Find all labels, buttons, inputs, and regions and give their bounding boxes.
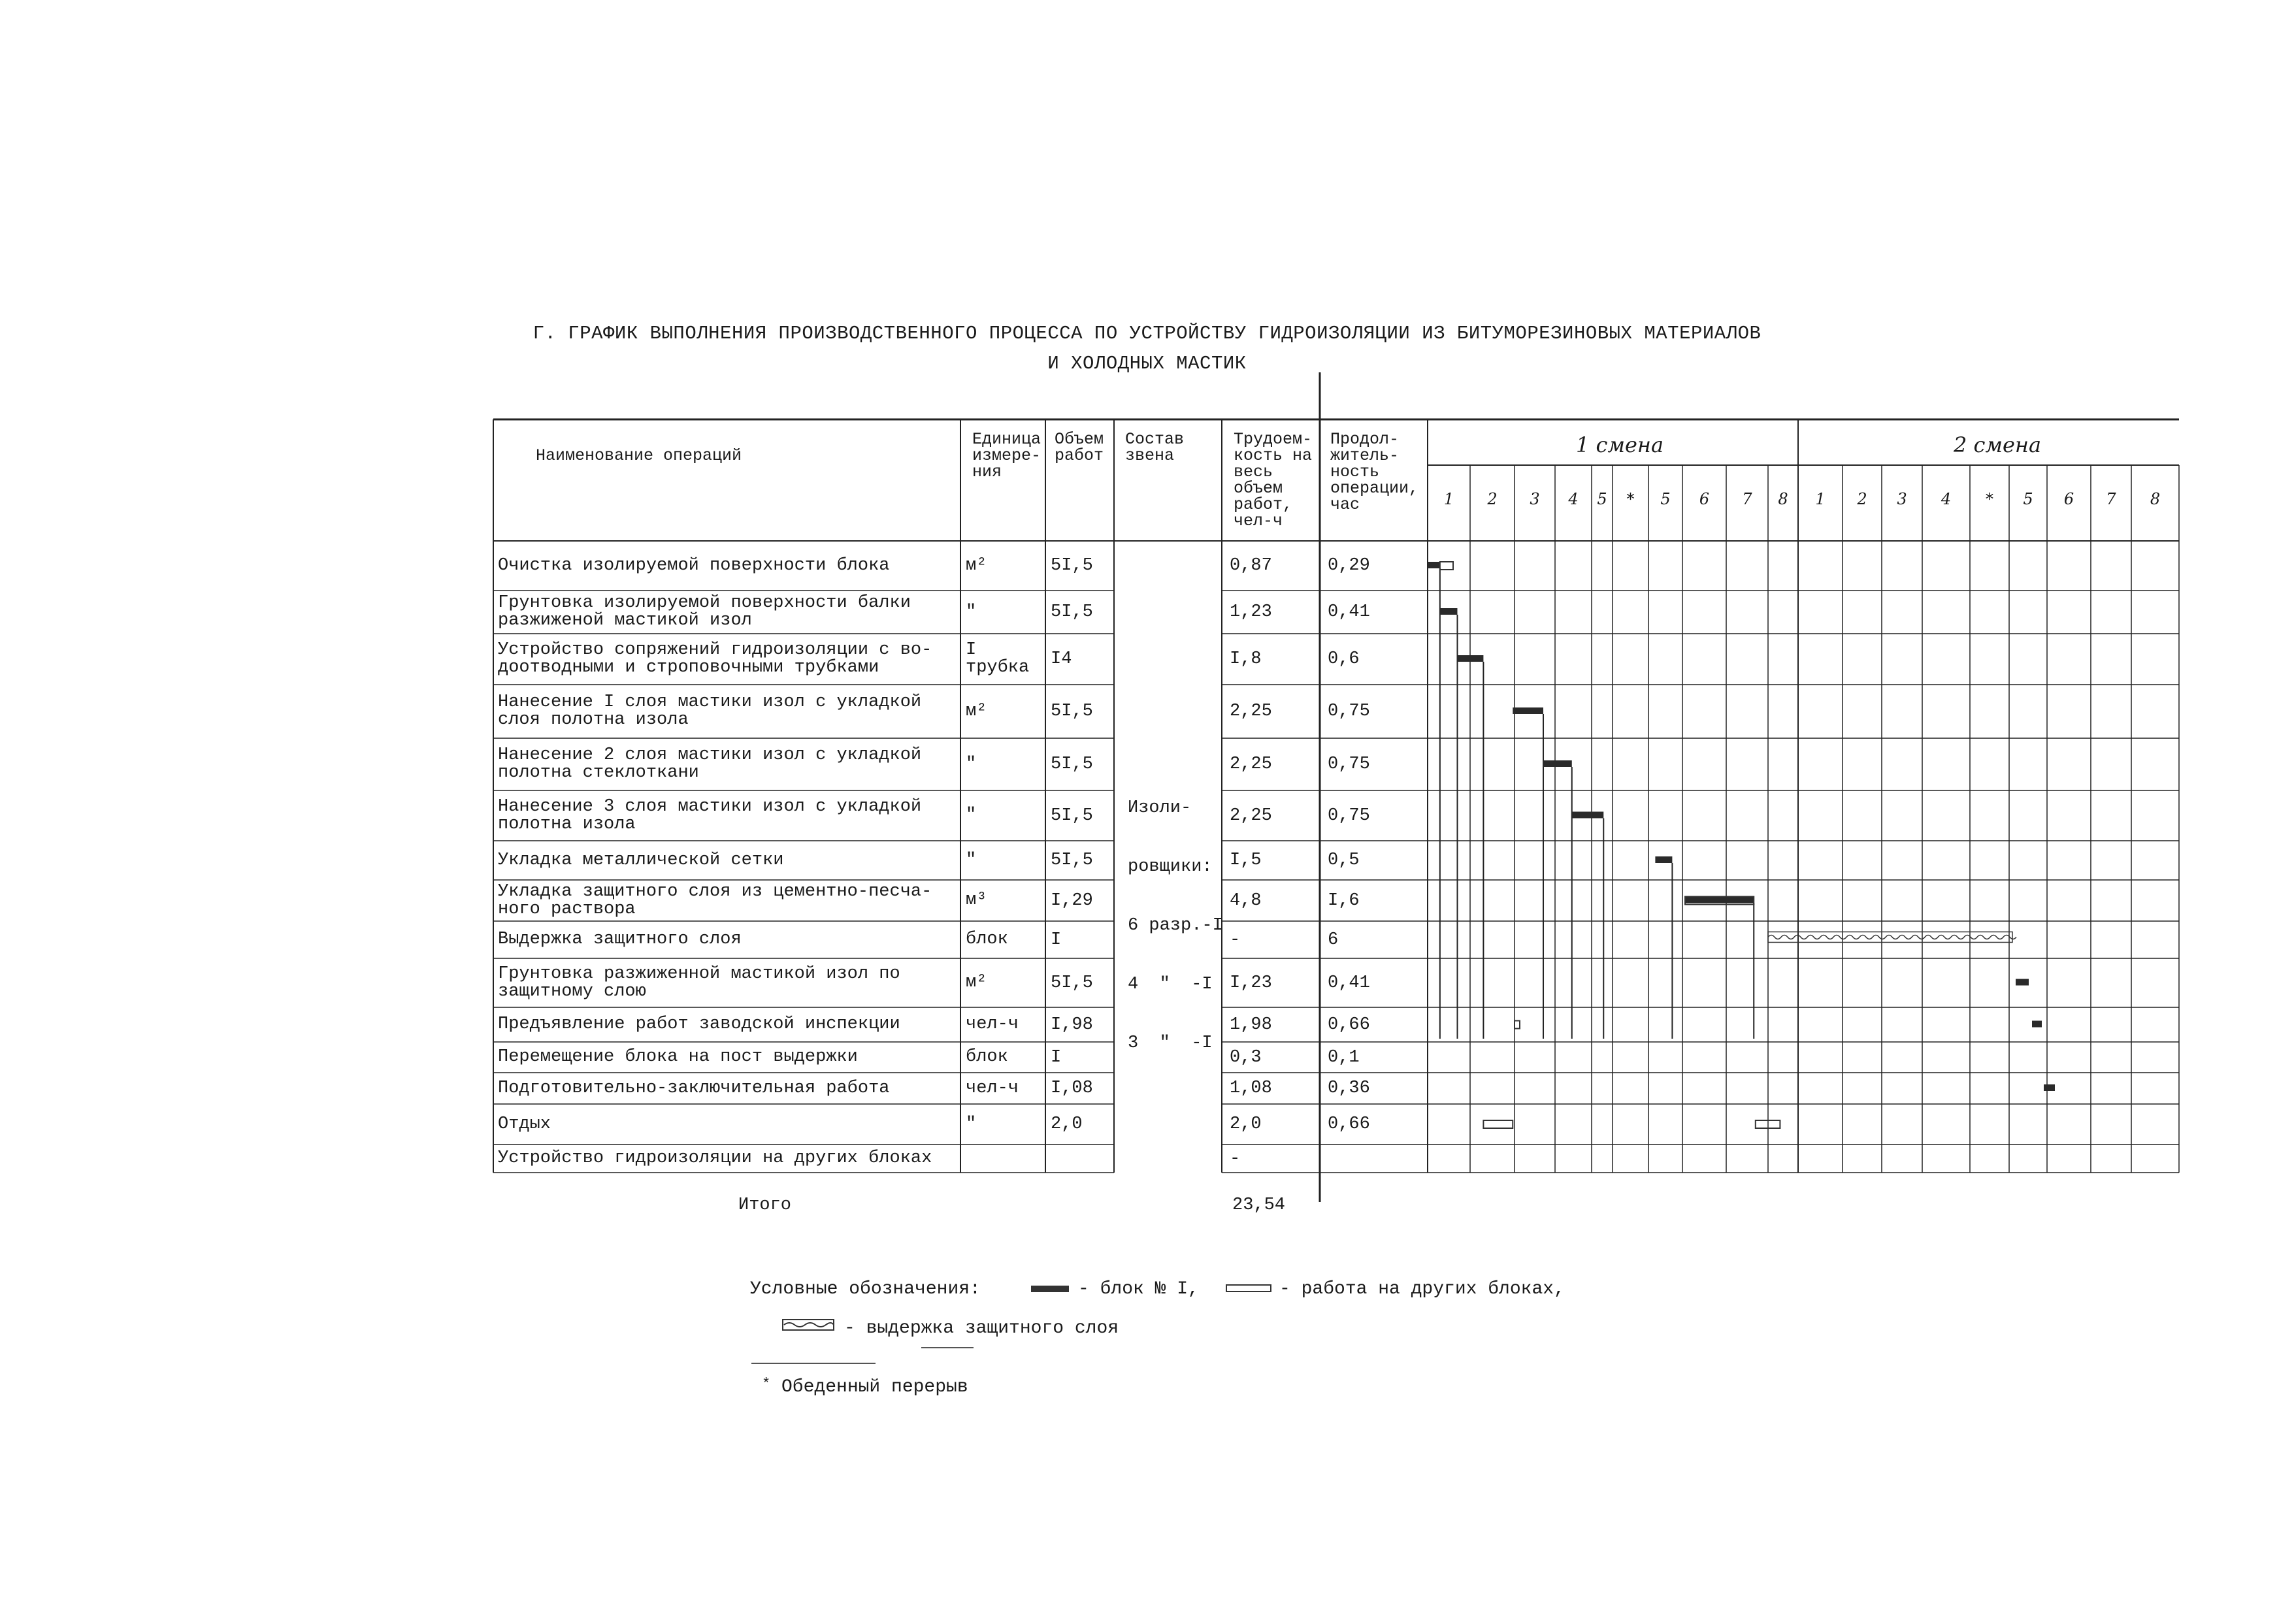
operation-labor: 1,23 <box>1230 602 1272 622</box>
hour-label-shift2: 8 <box>2150 490 2161 508</box>
operation-labor: 2,25 <box>1230 702 1272 721</box>
block1-bar-shift2 <box>2044 1084 2055 1091</box>
block1-bar <box>1458 655 1484 662</box>
operation-unit: " <box>966 1114 977 1134</box>
block1-bar <box>1543 760 1572 767</box>
operation-unit: " <box>966 850 977 870</box>
operation-volume: 5I,5 <box>1051 755 1093 774</box>
operation-name: Грунтовка изолируемой поверхности балки разжиженой мастикой изол <box>498 593 911 630</box>
operation-labor: 2,0 <box>1230 1114 1262 1134</box>
operation-volume: I,98 <box>1051 1015 1093 1035</box>
title-line-2: И ХОЛОДНЫХ МАСТИК <box>1047 353 1247 374</box>
operation-name: Нанесение I слоя мастики изол с укладкой слоя полотна изола <box>498 692 922 730</box>
header-volume: Объем работ <box>1055 430 1104 465</box>
operation-volume: I,08 <box>1051 1079 1093 1098</box>
block1-bar <box>1572 812 1604 819</box>
operation-name: Устройство гидроизоляции на других блоках <box>498 1148 932 1168</box>
operation-unit: м² <box>966 701 987 721</box>
hour-label-shift1: 5 <box>1597 490 1607 508</box>
block1-bar <box>1440 608 1458 615</box>
operation-duration: 0,66 <box>1328 1015 1370 1035</box>
operation-unit: " <box>966 602 977 622</box>
footnote-text: Обеденный перерыв <box>781 1377 968 1397</box>
header-duration: Продол- житель- ность операции, час <box>1330 430 1419 514</box>
hour-label-shift2: 7 <box>2106 490 2116 508</box>
legend-block1-swatch <box>1031 1286 1069 1292</box>
operation-name: Нанесение 3 слоя мастики изол с укладкой полотна изола <box>498 796 922 834</box>
operation-name: Нанесение 2 слоя мастики изол с укладкой полотна стеклоткани <box>498 745 922 783</box>
crew-line-5: 3 " -I <box>1128 1033 1213 1053</box>
legend-underline-b <box>751 1363 876 1364</box>
operation-name: Отдых <box>498 1114 551 1134</box>
legend-underline-a <box>921 1347 974 1348</box>
operation-duration: 0,1 <box>1328 1047 1360 1067</box>
operation-unit: блок <box>966 930 1008 949</box>
operation-duration: 0,5 <box>1328 851 1360 870</box>
operation-unit: м³ <box>966 890 987 910</box>
hour-label-shift2: 3 <box>1897 490 1907 508</box>
operation-labor: 2,25 <box>1230 805 1272 826</box>
header-unit: Единица измере- ния <box>972 430 1041 481</box>
header-operation: Наименование операций <box>536 446 742 465</box>
operation-unit: чел-ч <box>966 1015 1019 1034</box>
crew-line-1: Изоли- <box>1128 798 1192 818</box>
operation-labor: - <box>1230 1148 1241 1169</box>
operation-unit: чел-ч <box>966 1078 1019 1098</box>
operation-name: Предъявление работ заводской инспекции <box>498 1015 900 1034</box>
hour-label-shift2: 1 <box>1815 490 1826 508</box>
operation-unit: м² <box>966 973 987 992</box>
operation-name: Очистка изолируемой поверхности блока <box>498 555 890 576</box>
operation-labor: 0,3 <box>1230 1047 1262 1067</box>
hour-label-shift1: 4 <box>1568 490 1579 508</box>
hour-label-shift1: 8 <box>1778 490 1788 508</box>
block1-bar-shift2 <box>2032 1021 2042 1028</box>
operation-labor: 2,25 <box>1230 755 1272 774</box>
operation-name: Укладка защитного слоя из цементно-песча- ного раствора <box>498 881 932 919</box>
operation-labor: I,8 <box>1230 649 1262 669</box>
other-block-bar <box>1440 562 1453 570</box>
crew-line-4: 4 " -I <box>1128 975 1213 994</box>
operation-labor: I,5 <box>1230 851 1262 870</box>
operation-name: Подготовительно-заключительная работа <box>498 1078 890 1098</box>
header-labor: Трудоем- кость на весь объем работ, чел-ч <box>1234 430 1313 530</box>
operation-volume: 5I,5 <box>1051 556 1093 576</box>
operation-volume: 5I,5 <box>1051 702 1093 721</box>
hour-label-shift1: 7 <box>1742 490 1752 508</box>
operation-volume: 5I,5 <box>1051 602 1093 622</box>
operation-volume: 5I,5 <box>1051 973 1093 993</box>
operation-duration: 0,41 <box>1328 973 1370 993</box>
crew-line-2: ровщики: <box>1128 857 1213 877</box>
other-block-bar <box>1515 1021 1520 1029</box>
operation-volume: 5I,5 <box>1051 805 1093 826</box>
operation-unit: I трубка <box>966 640 1030 677</box>
hour-label-shift2: * <box>1986 490 1993 508</box>
legend-label: Условные обозначения: <box>750 1279 981 1299</box>
operation-name: Укладка металлической сетки <box>498 850 784 870</box>
title-line-1: Г. ГРАФИК ВЫПОЛНЕНИЯ ПРОИЗВОДСТВЕННОГО ПРОЦЕССА ПО УСТРОЙСТВУ ГИДРОИЗОЛЯЦИИ ИЗ БИТУМОРЕЗИНОВЫХ МАТЕРИАЛОВ <box>533 323 1761 344</box>
hour-label-shift2: 5 <box>2023 490 2033 508</box>
crew-cell <box>1128 759 1223 1073</box>
legend-other-swatch <box>1226 1284 1271 1292</box>
operation-labor: 4,8 <box>1230 890 1262 911</box>
block1-bar <box>1655 856 1672 863</box>
operation-unit: " <box>966 754 977 774</box>
operation-duration: 0,75 <box>1328 755 1370 774</box>
crew-line-3: 6 разр.-I <box>1128 916 1223 935</box>
legend-other-blocks: - работа на других блоках, <box>1279 1279 1565 1299</box>
hour-label-shift2: 4 <box>1941 490 1952 508</box>
operation-duration: 0,29 <box>1328 556 1370 576</box>
hour-label-shift1: * <box>1626 490 1635 508</box>
operation-unit: м² <box>966 555 987 576</box>
hour-label-shift2: 2 <box>1857 490 1867 508</box>
block1-bar-shift2 <box>2016 979 2029 986</box>
legend-curing: - выдержка защитного слоя <box>844 1318 1119 1339</box>
operation-name: Грунтовка разжиженной мастикой изол по защитному слою <box>498 964 900 1001</box>
operation-labor: 1,98 <box>1230 1015 1272 1035</box>
operation-volume: 5I,5 <box>1051 851 1093 870</box>
total-label: Итого <box>738 1195 792 1215</box>
hour-label-shift1: 5 <box>1660 490 1671 508</box>
footnote-mark: * <box>762 1376 771 1392</box>
operation-duration: 0,66 <box>1328 1114 1370 1134</box>
operation-duration: 0,75 <box>1328 805 1370 826</box>
block1-bar <box>1513 707 1543 714</box>
operation-name: Устройство сопряжений гидроизоляции с во- доотводными и строповочными трубками <box>498 640 932 677</box>
operation-volume: I <box>1051 1047 1062 1067</box>
operation-duration: 6 <box>1328 930 1339 950</box>
operation-unit: " <box>966 805 977 825</box>
header-shift-2: 2 смена <box>1954 432 2042 457</box>
hour-label-shift1: 1 <box>1443 490 1454 508</box>
header-crew: Состав звена <box>1125 430 1185 465</box>
legend-block1: - блок № I, <box>1078 1279 1199 1299</box>
hour-label-shift1: 3 <box>1530 490 1540 508</box>
operation-duration: 0,41 <box>1328 602 1370 622</box>
operation-labor: I,23 <box>1230 973 1272 993</box>
operation-labor: 0,87 <box>1230 556 1272 576</box>
operation-duration: 0,36 <box>1328 1079 1370 1098</box>
header-shift-1: 1 смена <box>1576 432 1664 457</box>
hour-label-shift2: 6 <box>2063 490 2074 508</box>
block1-bar <box>1685 897 1754 903</box>
hour-label-shift1: 2 <box>1487 490 1498 508</box>
operation-volume: I4 <box>1051 649 1072 669</box>
operation-duration: 0,75 <box>1328 702 1370 721</box>
operation-name: Перемещение блока на пост выдержки <box>498 1047 858 1067</box>
operation-unit: блок <box>966 1047 1008 1067</box>
operation-name: Выдержка защитного слоя <box>498 930 742 949</box>
operation-duration: I,6 <box>1328 890 1360 911</box>
block1-bar <box>1428 562 1440 568</box>
other-block-bar <box>1483 1120 1513 1128</box>
total-value: 23,54 <box>1232 1195 1286 1215</box>
operation-duration: 0,6 <box>1328 649 1360 669</box>
hour-label-shift1: 6 <box>1699 490 1710 508</box>
operation-labor: 1,08 <box>1230 1079 1272 1098</box>
operation-volume: I,29 <box>1051 890 1093 911</box>
operation-volume: 2,0 <box>1051 1114 1083 1134</box>
operation-labor: - <box>1230 930 1241 950</box>
curing-bar <box>1768 932 2016 943</box>
operation-volume: I <box>1051 930 1062 950</box>
legend-curing-swatch <box>781 1317 836 1334</box>
